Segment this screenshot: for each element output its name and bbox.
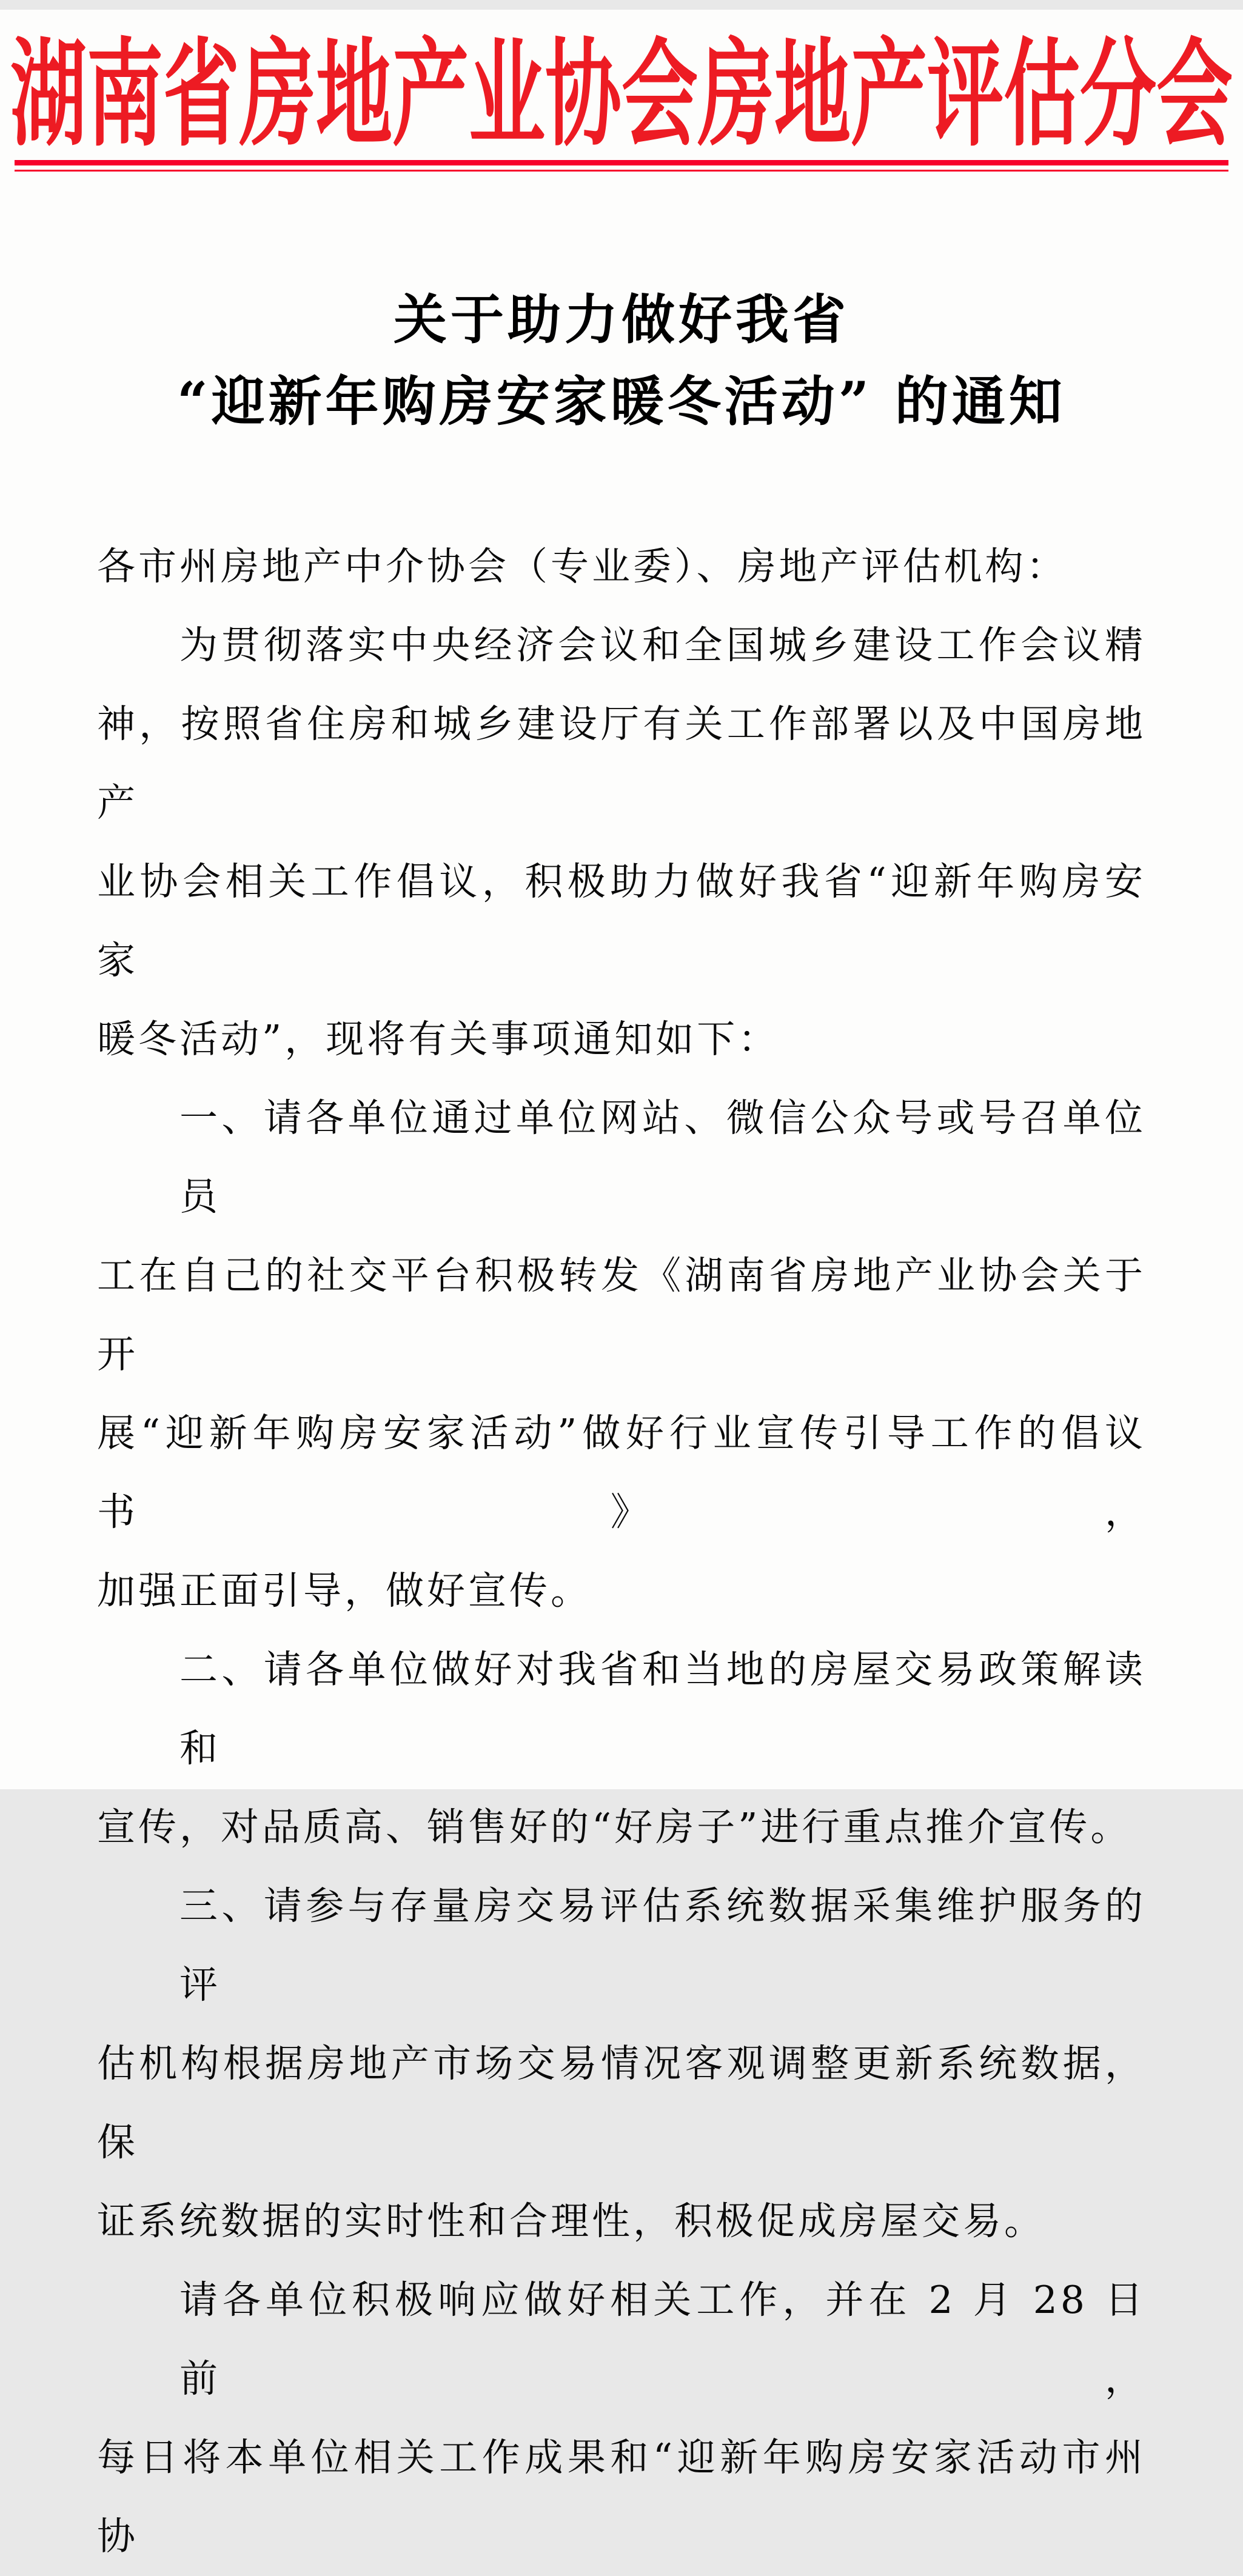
document-body — [97, 527, 1146, 2576]
body-line: 工在自己的社交平台积极转发《湖南省房地产业协会关于开 — [97, 1253, 1146, 1376]
body-line: 暖冬活动”，现将有关事项通知如下： — [97, 1017, 780, 1061]
document-title-line-1: 关于助力做好我省 — [393, 288, 849, 351]
document-title-line-2: “迎新年购房安家暖冬活动” 的通知 — [177, 370, 1066, 433]
document-title — [0, 279, 1243, 442]
body-line: 为贯彻落实中央经济会议和全国城乡建设工作会议精 — [179, 623, 1146, 667]
body-line: 二、请各单位做好对我省和当地的房屋交易政策解读和 — [179, 1647, 1146, 1770]
body-line: 业协会相关工作倡议，积极助力做好我省“迎新年购房安家 — [97, 859, 1146, 983]
body-line: 证系统数据的实时性和合理性，积极促成房屋交易。 — [97, 2199, 1045, 2243]
body-line: 宣传，对品质高、销售好的“好房子”进行重点推介宣传。 — [97, 1805, 1132, 1849]
body-line: 一、请各单位通过单位网站、微信公众号或号召单位员 — [179, 1096, 1146, 1219]
body-line: 神，按照省住房和城乡建设厅有关工作部署以及中国房地产 — [97, 702, 1146, 825]
body-line: 展“迎新年购房安家活动”做好行业宣传引导工作的倡议书》， — [97, 1411, 1146, 1534]
document-page — [0, 10, 1243, 2558]
body-line: 三、请参与存量房交易评估系统数据采集维护服务的评 — [179, 1884, 1146, 2007]
letterhead-org-name: 湖南省房地产业协会房地产评估分会 — [10, 25, 1233, 162]
body-line: 估机构根据房地产市场交易情况客观调整更新系统数据，保 — [97, 2041, 1146, 2164]
body-line: 加强正面引导，做好宣传。 — [97, 1569, 592, 1613]
body-line: 每日将本单位相关工作成果和“迎新年购房安家活动市州协 — [97, 2435, 1146, 2558]
body-line: 各市州房地产中介协会（专业委）、房地产评估机构： — [97, 544, 1068, 589]
body-line: 请各单位积极响应做好相关工作，并在 2 月 28 日前， — [179, 2278, 1146, 2401]
